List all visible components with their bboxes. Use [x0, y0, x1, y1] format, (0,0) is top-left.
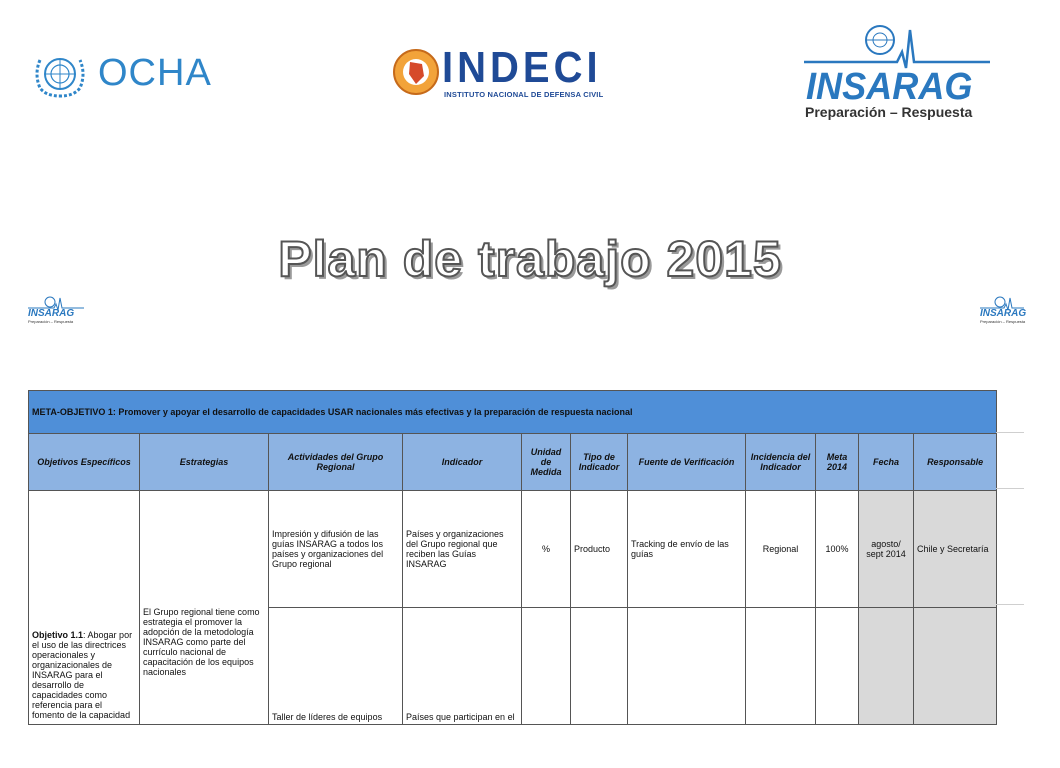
date-cell [859, 608, 914, 725]
activity-cell: Taller de líderes de equipos [269, 608, 403, 725]
meta-objective-row [29, 391, 997, 434]
column-header: Fecha [859, 434, 914, 491]
responsible-cell [914, 608, 997, 725]
header-row [29, 434, 997, 491]
slide-title: Plan de trabajo 2015 [278, 231, 782, 287]
mini-insarag-wordmark: INSARAG [28, 308, 75, 319]
un-emblem-icon [32, 48, 92, 100]
unit-cell [522, 608, 571, 725]
column-header: Unidad de Medida [522, 434, 571, 491]
mini-insarag-tagline: Preparación – Respuesta [980, 319, 1026, 324]
mini-insarag-wordmark: INSARAG [980, 308, 1027, 319]
insarag-emblem-icon [802, 22, 992, 68]
indeci-subtitle: INSTITUTO NACIONAL DE DEFENSA CIVIL [444, 90, 604, 99]
column-header: Tipo de Indicador [571, 434, 628, 491]
activity-cell: Impresión y difusión de las guías INSARAG a todos los países y organizaciones del Grupo regional [269, 491, 403, 608]
mini-insarag-tagline: Preparación – Respuesta [28, 319, 74, 324]
column-header: Estrategias [140, 434, 269, 491]
insarag-logo [802, 22, 992, 122]
unit-cell: % [522, 491, 571, 608]
target-cell [816, 608, 859, 725]
mini-insarag-logo-right [980, 296, 1036, 326]
insarag-wordmark: INSARAG [806, 66, 973, 108]
indicator-type-cell [571, 608, 628, 725]
column-header: Indicador [403, 434, 522, 491]
responsible-cell: Chile y Secretaría [914, 491, 997, 608]
strategy-cell: El Grupo regional tiene como estrategia el promover la adopción de la metodología INSARAG como parte del currículo nacional de capacitación de los equipos nacionales [140, 491, 269, 725]
date-cell: agosto/ sept 2014 [859, 491, 914, 608]
column-header: Incidencia del Indicador [746, 434, 816, 491]
mini-insarag-logo-left [28, 296, 84, 326]
indicator-cell: Países y organizaciones del Grupo regional que reciben las Guías INSARAG [403, 491, 522, 608]
indeci-logo [392, 42, 604, 106]
column-header: Fuente de Verificación [628, 434, 746, 491]
target-cell: 100% [816, 491, 859, 608]
work-plan-table-region [28, 390, 996, 722]
work-plan-table [28, 390, 997, 725]
objective-text: : Abogar por el uso de las directrices operacionales y organizacionales de INSARAG para el desarrollo de capacidades como referencia para el fomento de la capacidad [32, 630, 133, 720]
objective-cell [29, 491, 140, 725]
ocha-logo [32, 48, 232, 100]
column-header: Responsable [914, 434, 997, 491]
incidence-cell [746, 608, 816, 725]
insarag-tagline: Preparación – Respuesta [805, 104, 973, 120]
objective-label: Objetivo 1.1 [32, 630, 84, 640]
column-header: Actividades del Grupo Regional [269, 434, 403, 491]
indeci-wordmark: INDECI [442, 44, 602, 92]
column-header: Meta 2014 [816, 434, 859, 491]
indicator-cell: Países que participan en el [403, 608, 522, 725]
incidence-cell: Regional [746, 491, 816, 608]
ocha-wordmark: OCHA [98, 52, 212, 94]
verification-source-cell: Tracking de envío de las guías [628, 491, 746, 608]
column-header: Objetivos Específicos [29, 434, 140, 491]
table-row [29, 491, 997, 608]
indicator-type-cell: Producto [571, 491, 628, 608]
indeci-shield-icon [392, 42, 440, 106]
table-gridline-overflow [996, 390, 1024, 662]
meta-objective-cell: META-OBJETIVO 1: Promover y apoyar el desarrollo de capacidades USAR nacionales más efectivas y la preparación de respuesta nacional [29, 391, 997, 434]
verification-source-cell [628, 608, 746, 725]
